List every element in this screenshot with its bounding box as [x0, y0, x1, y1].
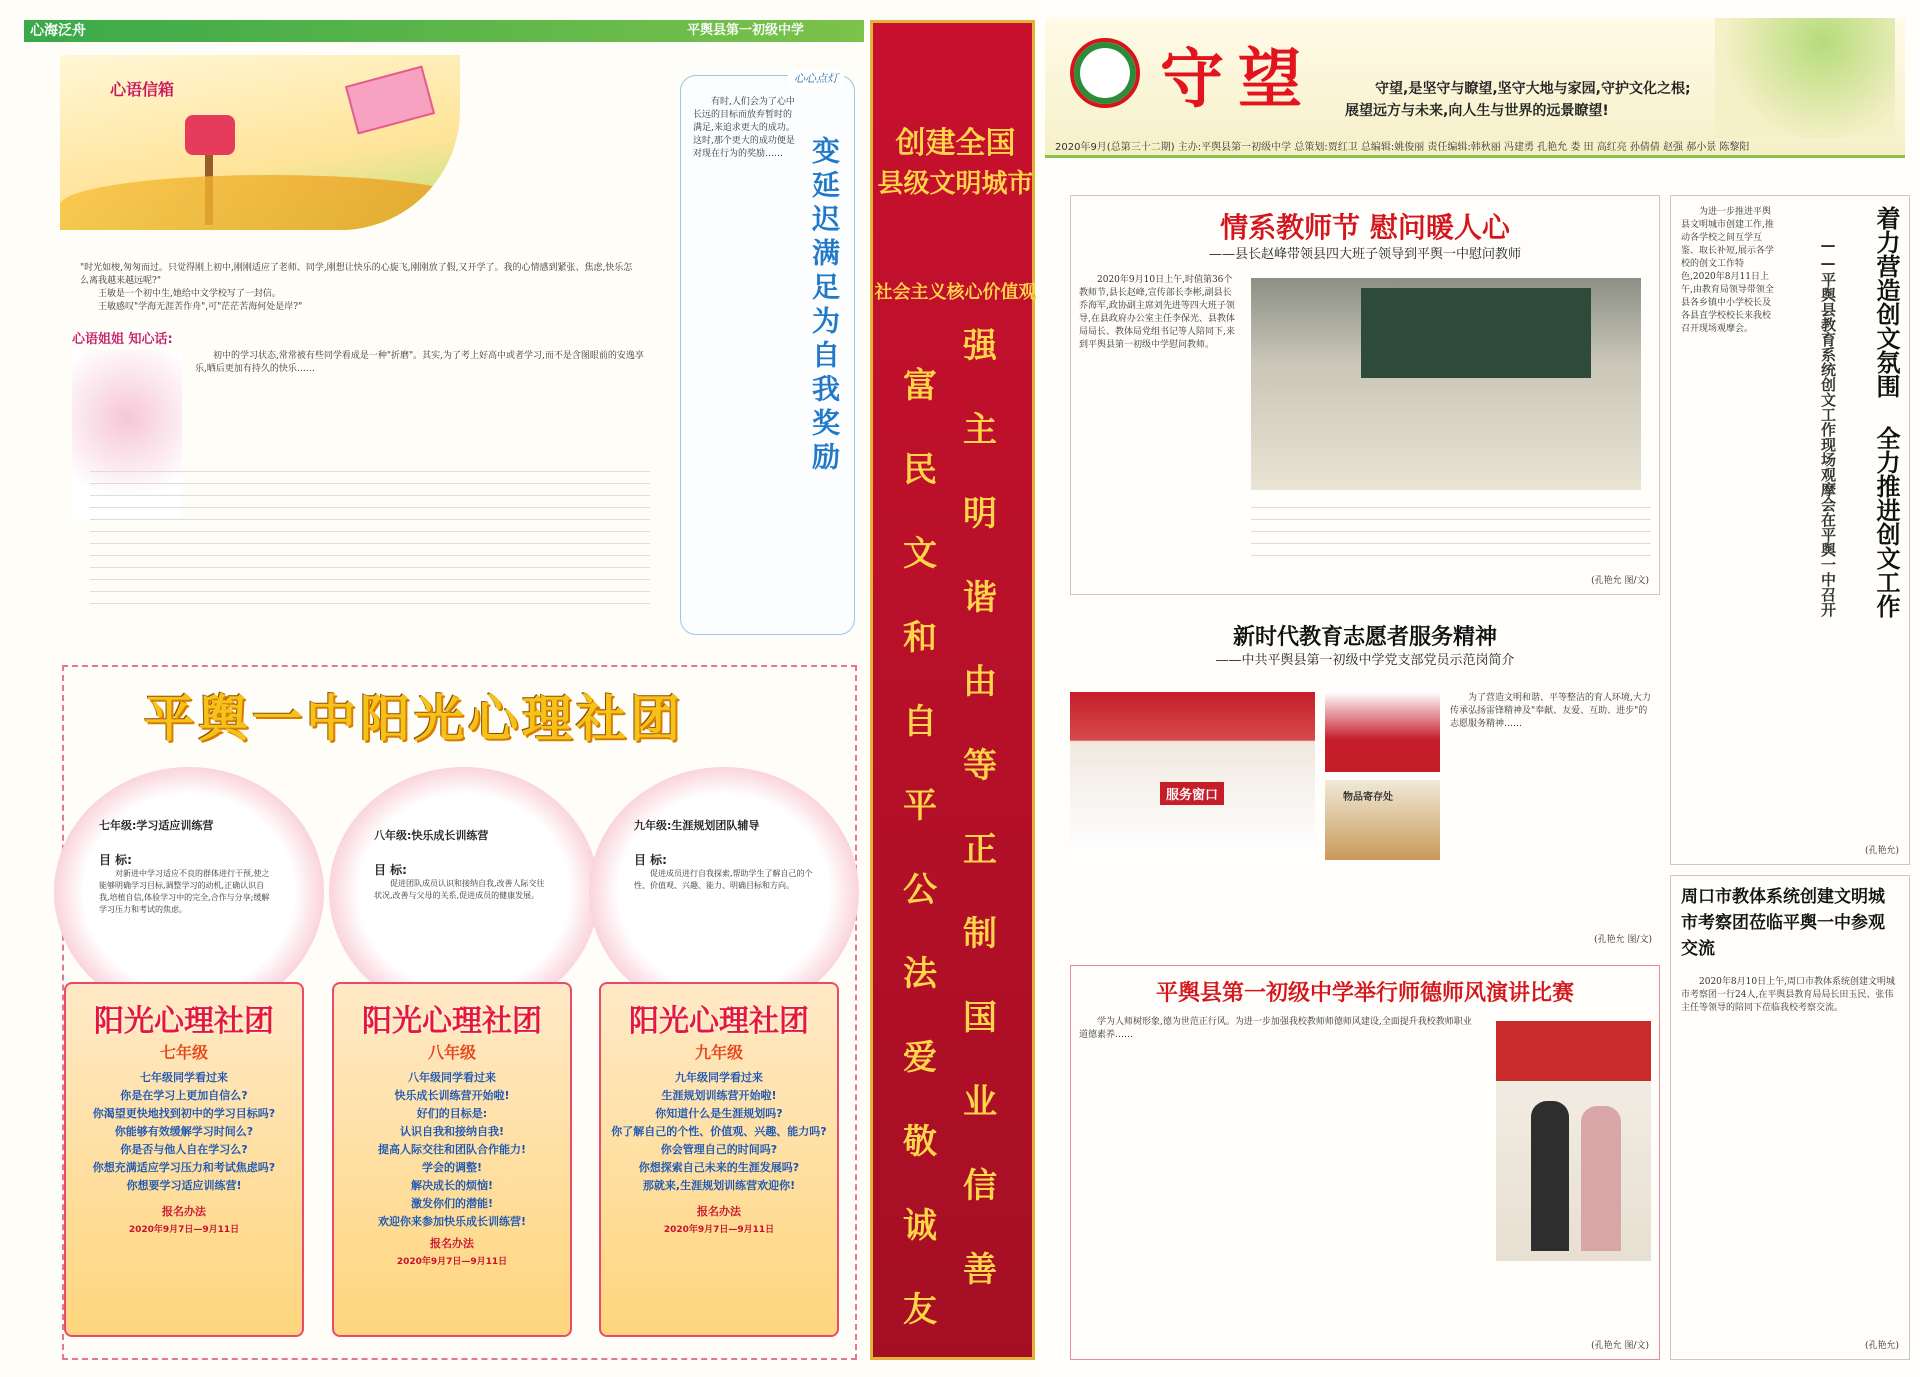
poster-title: 阳光心理社团	[629, 1004, 809, 1039]
person-1	[1531, 1101, 1569, 1251]
school-logo-icon	[1070, 38, 1140, 108]
a2-photo-main	[1070, 692, 1315, 852]
a3-text: 学为人师树形象,德为世范正行风。为进一步加强我校教师师德师风建设,全面提升我校教师职业道德素养……	[1079, 1017, 1472, 1040]
poster-date: 2020年9月7日—9月11日	[663, 1225, 775, 1235]
camp-goal: 对新进中学习适应不良的群体进行干预,使之能够明确学习目标,调整学习的动机,正确认识自我,培植自信,体验学习中的完全,合作与分享;缓解学习压力和考试的焦虑。	[99, 869, 270, 914]
a5-title: 周口市教体系统创建文明城市考察团莅临平舆一中参观交流	[1681, 887, 1885, 959]
person-2	[1581, 1106, 1621, 1251]
a3-title: 平舆县第一初级中学举行师德师风演讲比赛	[1155, 981, 1574, 1006]
backdrop	[1496, 1021, 1651, 1081]
poster-signup: 报名办法	[430, 1237, 474, 1250]
a3-photo	[1496, 1021, 1651, 1261]
camp-name: 八年级:快乐成长训练营	[374, 829, 489, 842]
masthead-title: 守望	[1160, 43, 1316, 117]
a4-credit: (孔艳允)	[1864, 846, 1899, 856]
poster-title: 阳光心理社团	[362, 1004, 542, 1039]
club-title: 平舆一中阳光心理社团	[144, 690, 684, 748]
a4-subtitle: ——平舆县教育系统创文工作现场观摩会在平舆一中召开	[1819, 236, 1837, 617]
heart-9	[589, 767, 859, 1017]
a5-text: 2020年8月10日上午,周口市教体系统创建文明城市考察团一行24人,在平舆县教育局局长田玉民、张伟主任等领导的陪同下莅临我校考察交流。	[1681, 977, 1895, 1013]
article-volunteer	[1070, 620, 1660, 955]
camp-9	[634, 817, 814, 892]
poster-title: 阳光心理社团	[94, 1004, 274, 1039]
right-page	[1040, 0, 1920, 1377]
a4-title: 着力营造创文氛围 全力推进创文工作	[1872, 206, 1900, 618]
article-speech	[1070, 965, 1660, 1360]
poster-lines: 九年级同学看过来 生涯规划训练营开始啦! 你知道什么是生涯规划吗? 你了解自己的个性、价值观、兴趣、能力吗? 你会管理自己的时间吗? 你想探索自己未来的生涯发展吗? 那就来,生涯规划训练营欢迎你!	[611, 1071, 827, 1192]
mailbox-title: 心语信箱	[110, 80, 175, 99]
a2-sign: 服务窗口	[1160, 782, 1224, 805]
poster-date: 2020年9月7日—9月11日	[128, 1225, 240, 1235]
poster-8	[332, 982, 572, 1337]
poster-lines: 七年级同学看过来 你是在学习上更加自信么? 你渴望更快地找到初中的学习目标吗? 你能够有效缓解学习时间么? 你是否与他人自在学习么? 你想充满适应学习压力和考试焦虑吗? 你想要学习适应训练营!	[92, 1071, 276, 1192]
left-logo: 心海泛舟	[30, 23, 86, 39]
values-col-left: 富 民 文 和 自 平 公 法 爱 敬 诚 友	[903, 366, 937, 1330]
camp-goal: 促进团队成员认识和接纳自我,改善人际交往状况,改善与父母的关系,促进成员的健康发展。	[374, 879, 545, 900]
mailbox-icon	[185, 115, 235, 155]
poster-date: 2020年9月7日—9月11日	[396, 1257, 508, 1267]
masthead-motto-2: 展望远方与未来,向人生与世界的远景瞭望!	[1345, 103, 1609, 119]
reply-text: 初中的学习状态,常常被有些同学看成是一种"折磨"。其实,为了考上好高中或者学习,而不是含图眼前的安逸享乐,晒后更加有持久的快乐……	[195, 351, 644, 374]
poster-signup: 报名办法	[162, 1205, 206, 1218]
masthead-motto-1: 守望,是坚守与瞭望,坚守大地与家园,守护文化之根;	[1375, 81, 1691, 97]
poster-grade: 九年级	[694, 1043, 743, 1062]
article-civilization	[1670, 195, 1910, 865]
side-tag: 心心点灯	[788, 70, 844, 86]
swirl-decoration	[60, 175, 460, 230]
vertical-title: 变延迟满足为自我奖励	[808, 136, 841, 476]
article-zhoukou	[1670, 875, 1910, 1360]
strip-title-1: 创建全国	[895, 126, 1016, 161]
camp-goal-label: 目 标:	[99, 853, 132, 867]
left-school-name: 平舆县第一初级中学	[686, 23, 804, 38]
camp-goal-label: 目 标:	[634, 853, 667, 867]
values-col-right: 强 主 明 谐 由 等 正 制 国 业 信 善	[963, 326, 997, 1290]
a1-photo	[1251, 278, 1641, 490]
camp-7	[99, 817, 274, 916]
a2-photo-small-1	[1325, 692, 1440, 772]
a1-text: 2020年9月10日上午,时值第36个教师节,县长赵峰,宣传部长李彬,副县长乔海军,政协副主席刘先进等四大班子领导,在县政府办公室主任李保光、县教体局局长、教体局党组书记等人陪同下,来到平舆县第一初级中学慰问教师。	[1079, 275, 1235, 350]
side-text: 有时,人们会为了心中长远的目标而放弃暂时的满足,来追求更大的成功。这时,那个更大的成功便是对现在行为的奖励……	[693, 97, 795, 159]
chalkboard	[1361, 288, 1591, 378]
camp-name: 七年级:学习适应训练营	[99, 819, 214, 832]
a2-title: 新时代教育志愿者服务精神	[1232, 624, 1497, 650]
mailbox-intro: "时光如梭,匆匆而过。只觉得刚上初中,刚刚适应了老师、同学,刚想让快乐的心旋飞,刚刚放了假,又开学了。我的心情感到紧张、焦虑,快乐怎么离我越来越远呢?" 王敏是一个初中生,她给中文学校写了一封信。 王敏感叹"学海无涯苦作舟",可"茫茫苦海何处是岸?"	[80, 263, 633, 312]
strip-subtitle: 社会主义核心价值观	[874, 282, 1037, 303]
poster-signup: 报名办法	[697, 1205, 741, 1218]
club-section	[62, 665, 857, 1360]
a2-sign-2: 物品寄存处	[1343, 792, 1393, 803]
a2-photo-small-2	[1325, 780, 1440, 860]
a1-title: 情系教师节 慰问暖人心	[1220, 211, 1510, 244]
camp-8	[374, 827, 549, 902]
a1-subtitle: ——县长赵峰带领县四大班子领导到平舆一中慰问教师	[1208, 247, 1521, 262]
a4-text: 为进一步推进平舆县文明城市创建工作,推动各学校之间互学互鉴、取长补短,展示各学校的创文工作特色,2020年8月11日上午,由教育局领导带领全县各乡镇中小学校长及各县直学校校长来我校召开现场观摩会。	[1681, 207, 1774, 334]
left-header-bar	[24, 20, 864, 42]
a5-credit: (孔艳允)	[1864, 1341, 1899, 1351]
camp-name: 九年级:生涯规划团队辅导	[634, 819, 760, 832]
mailbox-illustration	[60, 55, 460, 230]
side-column	[680, 72, 855, 635]
poster-grade: 八年级	[427, 1043, 476, 1062]
reply-text-lines	[90, 460, 650, 610]
reply-title: 心语姐姐 知心话:	[72, 332, 173, 347]
poster-grade: 七年级	[159, 1043, 208, 1062]
a3-credit: (孔艳允 图/文)	[1591, 1341, 1649, 1351]
masthead	[1045, 18, 1905, 158]
strip-title-2: 县级文明城市	[877, 169, 1034, 199]
poster-9	[599, 982, 839, 1337]
issue-info: 2020年9月(总第三十二期) 主办:平舆县第一初级中学 总策划:贾红卫 总编辑:姚俊丽 责任编辑:韩秋丽 冯建勇 孔艳允 娄 田 高红亮 孙倩倩 赵强 郝小景 陈黎阳	[1055, 142, 1750, 153]
poster-7	[64, 982, 304, 1337]
camp-goal: 促进成员进行自我探索,帮助学生了解自己的个性、价值观、兴趣、能力、明确目标和方向。	[634, 869, 813, 890]
camp-goal-label: 目 标:	[374, 863, 407, 877]
tree-illustration	[1715, 18, 1895, 138]
a2-text: 为了营造文明和谐、平等整洁的育人环境,大力传承弘扬雷锋精神及"奉献、友爱、互助、进步"的志愿服务精神……	[1450, 693, 1651, 729]
a2-credit: (孔艳允 图/文)	[1594, 935, 1652, 945]
a2-subtitle: ——中共平舆县第一初级中学党支部党员示范岗简介	[1215, 653, 1515, 668]
article-teachers-day	[1070, 195, 1660, 595]
poster-lines: 八年级同学看过来 快乐成长训练营开始啦! 好们的目标是: 认识自我和接纳自我! 提高人际交往和团队合作能力! 学会的调整! 解决成长的烦恼! 激发你们的潜能! 欢迎你来参加快乐成长训练营!	[377, 1071, 526, 1228]
envelope-icon	[345, 65, 435, 134]
a1-text-2	[1251, 496, 1651, 566]
a1-credit: (孔艳允 图/文)	[1591, 576, 1649, 586]
values-strip	[870, 20, 1035, 1360]
